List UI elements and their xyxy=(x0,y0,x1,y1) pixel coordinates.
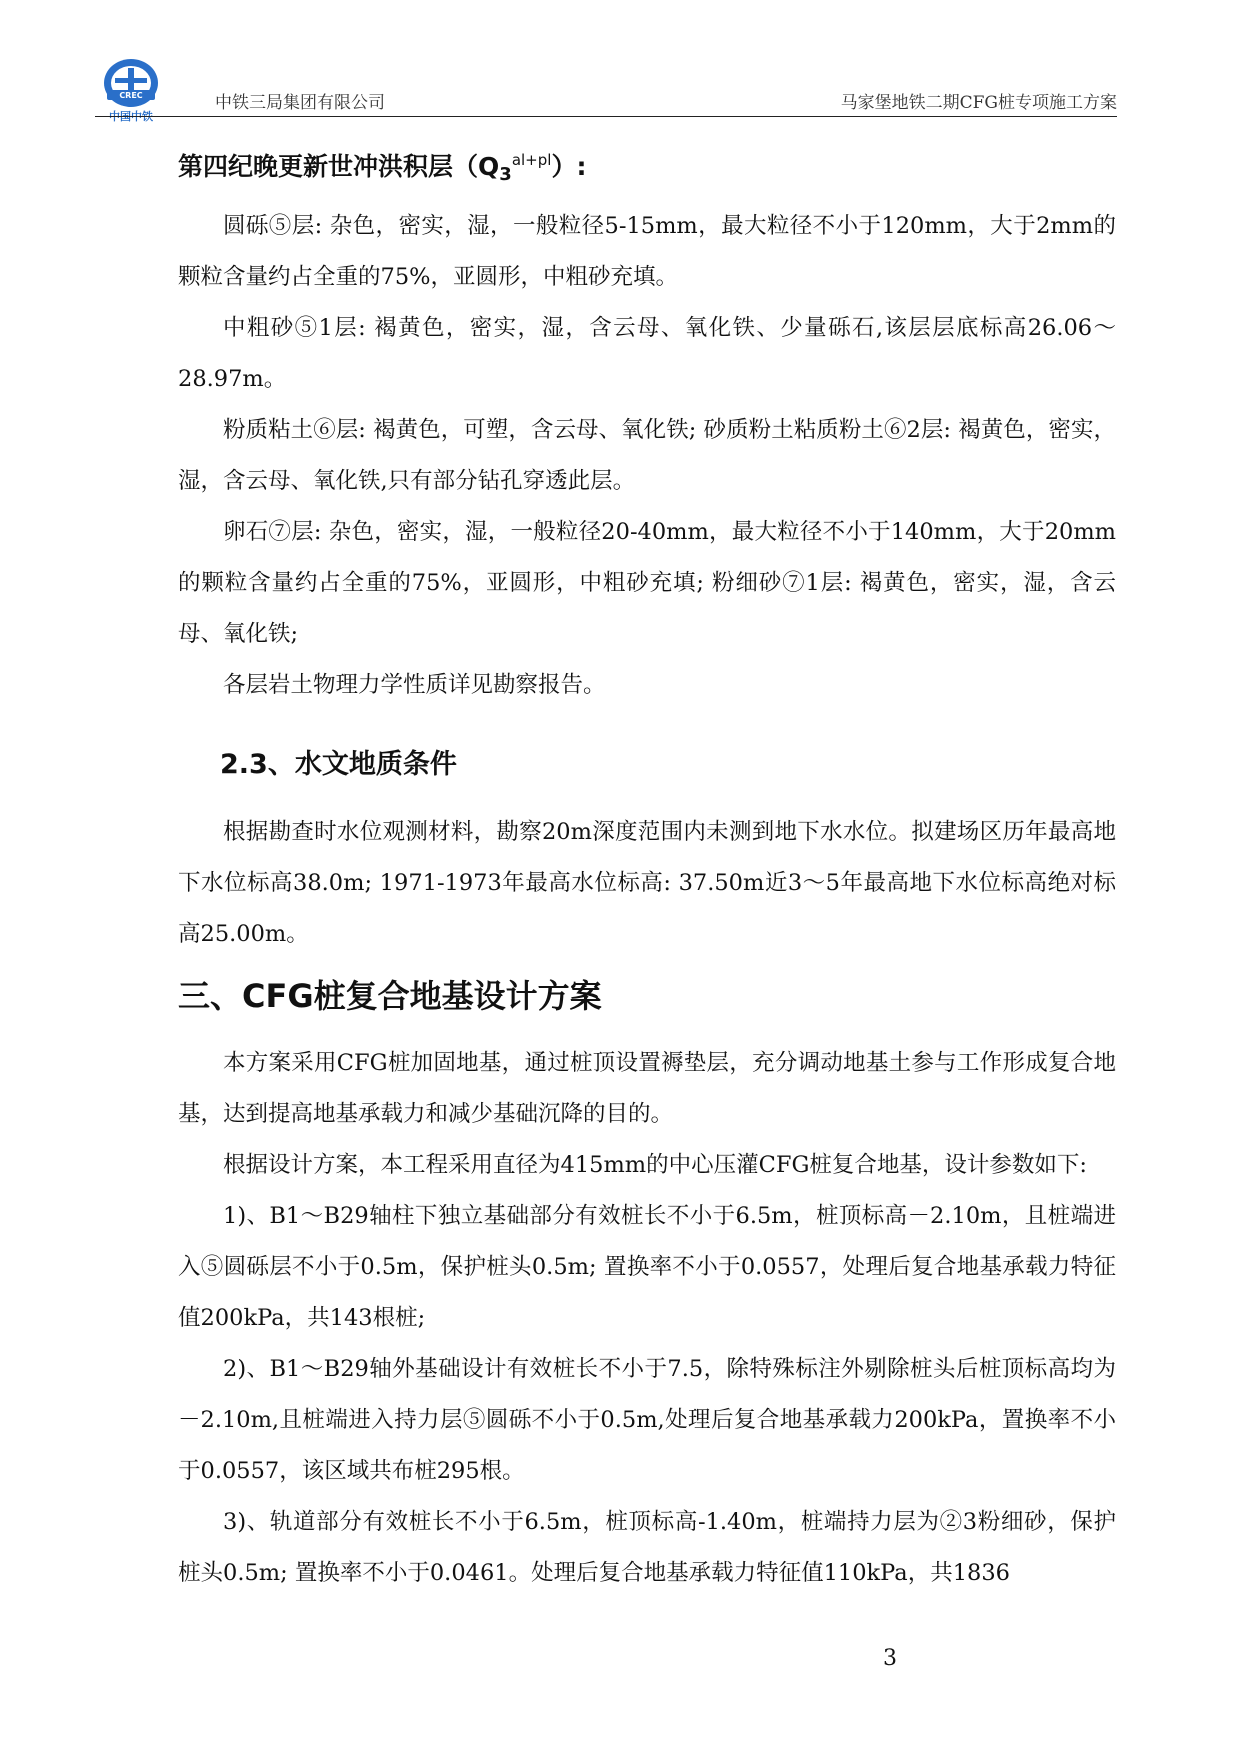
quaternary-symbol: Q xyxy=(478,152,500,181)
geology-paragraph: 卵石⑦层: 杂色，密实，湿，一般粒径20-40mm，最大粒径不小于140mm，大于20mm的颗粒含量约占全重的75%，亚圆形，中粗砂充填; 粉细砂⑦1层: 褐黄色，密实，湿，含云母、氧化铁; xyxy=(178,519,1116,647)
quaternary-heading-text: 第四纪晚更新世冲洪积层（ xyxy=(178,152,479,181)
cfg-paragraph: 根据设计方案，本工程采用直径为415mm的中心压灌CFG桩复合地基，设计参数如下: xyxy=(223,1152,1087,1178)
geology-paragraph: 中粗砂⑤1层: 褐黄色，密实，湿，含云母、氧化铁、少量砾石,该层层底标高26.06～28.97m。 xyxy=(178,315,1116,392)
hydrology-heading: 2.3、水文地质条件 xyxy=(220,749,457,780)
cfg-paragraph: 3)、轨道部分有效桩长不小于6.5m，桩顶标高-1.40m，桩端持力层为②3粉细砂，保护桩头0.5m; 置换率不小于0.0461。处理后复合地基承载力特征值110kPa，共1836 xyxy=(178,1509,1116,1586)
header-company: 中铁三局集团有限公司 xyxy=(215,93,385,113)
quaternary-symbol-sub: 3 xyxy=(499,164,512,185)
hydrology-paragraph: 根据勘查时水位观测材料，勘察20m深度范围内未测到地下水水位。拟建场区历年最高地下水位标高38.0m; 1971-1973年最高水位标高: 37.50m近3～5年最高地下水位标高绝对标高25.00m。 xyxy=(178,819,1116,947)
logo-mark: CREC xyxy=(119,91,143,100)
page-header xyxy=(95,56,1117,123)
header-divider xyxy=(95,116,1117,117)
page-number: 3 xyxy=(883,1646,897,1671)
cfg-paragraph: 本方案采用CFG桩加固地基，通过桩顶设置褥垫层，充分调动地基土参与工作形成复合地基，达到提高地基承载力和减少基础沉降的目的。 xyxy=(178,1050,1116,1127)
quaternary-symbol-sup: al+pl xyxy=(511,151,552,169)
geology-paragraph: 各层岩土物理力学性质详见勘察报告。 xyxy=(223,672,606,698)
logo-text: 中国中铁 xyxy=(109,110,153,123)
cfg-design-heading: 三、CFG桩复合地基设计方案 xyxy=(178,977,602,1015)
geology-paragraph: 圆砾⑤层: 杂色，密实，湿，一般粒径5-15mm，最大粒径不小于120mm，大于2mm的颗粒含量约占全重的75%，亚圆形，中粗砂充填。 xyxy=(178,213,1116,290)
quaternary-heading xyxy=(178,134,1116,201)
header-doc-title: 马家堡地铁二期CFG桩专项施工方案 xyxy=(840,93,1117,113)
cfg-paragraph: 1)、B1～B29轴柱下独立基础部分有效桩长不小于6.5m，桩顶标高－2.10m，且桩端进入⑤圆砾层不小于0.5m，保护桩头0.5m; 置换率不小于0.0557，处理后复合地基承载力特征值200kPa，共143根桩; xyxy=(178,1203,1116,1331)
page-body xyxy=(178,134,1116,1599)
quaternary-heading-end: ）: xyxy=(551,152,587,181)
geology-paragraph: 粉质粘土⑥层: 褐黄色，可塑，含云母、氧化铁; 砂质粉土粘质粉土⑥2层: 褐黄色，密实，湿，含云母、氧化铁,只有部分钻孔穿透此层。 xyxy=(178,417,1116,494)
cfg-paragraph: 2)、B1～B29轴外基础设计有效桩长不小于7.5，除特殊标注外剔除桩头后桩顶标高均为－2.10m,且桩端进入持力层⑤圆砾不小于0.5m,处理后复合地基承载力200kPa，置换率不小于0.0557，该区域共布桩295根。 xyxy=(178,1356,1116,1484)
